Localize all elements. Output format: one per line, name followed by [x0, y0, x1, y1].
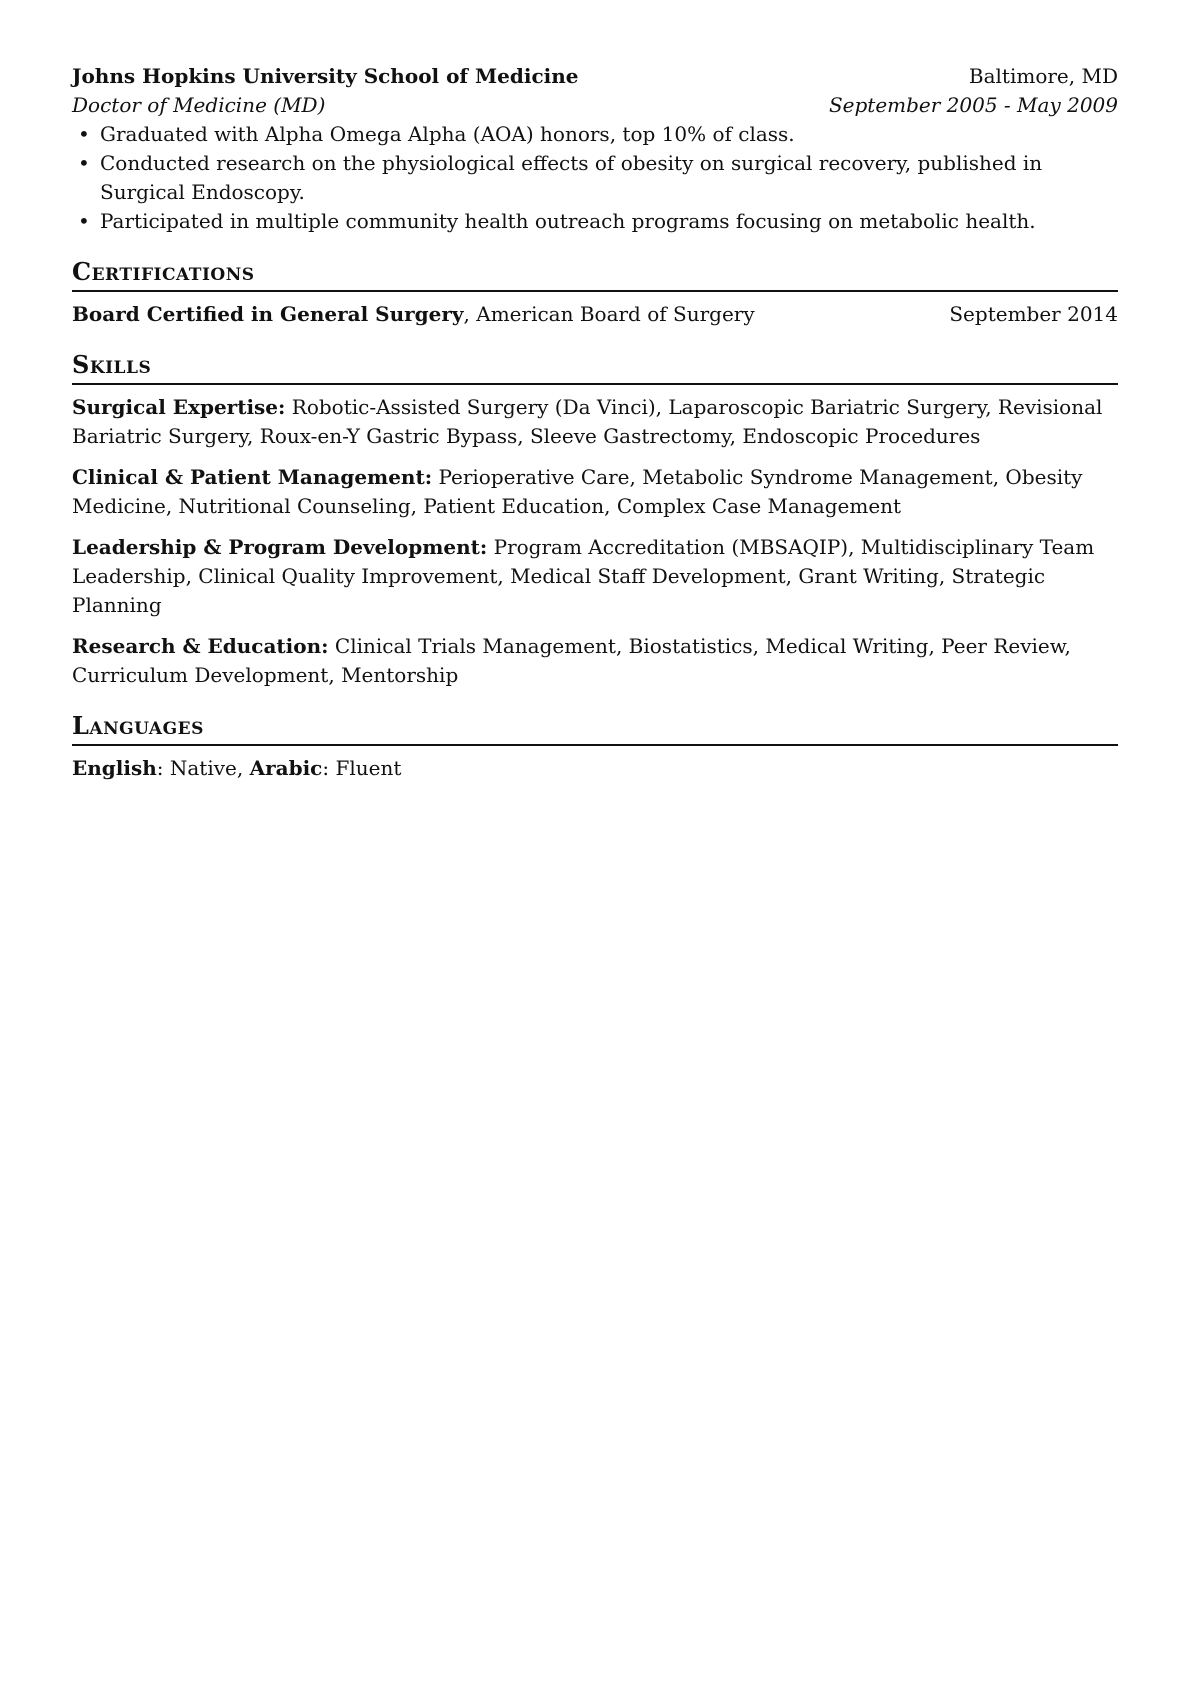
languages-section [72, 754, 1118, 783]
certification-text [72, 300, 755, 329]
skill-group-text: Program Accreditation (MBSAQIP), Multidisciplinary Team Leadership, Clinical Quality Improvement, Medical Staff Development, Grant Writing, Strategic Planning [72, 535, 1095, 617]
institution-location: Baltimore, MD [968, 64, 1118, 88]
certification-issuer: American Board of Surgery [476, 302, 755, 326]
certification-name: Board Certified in General Surgery [72, 302, 464, 326]
list-item: • Participated in multiple community health outreach programs focusing on metabolic health. [72, 207, 1118, 236]
languages-heading: Languages [72, 710, 1118, 746]
education-dates: September 2005 - May 2009 [828, 93, 1118, 117]
skill-group-label: Research & Education: [72, 634, 329, 658]
certifications-heading: Certifications [72, 256, 1118, 292]
skills-section [72, 393, 1118, 690]
degree-name: Doctor of Medicine (MD) [72, 93, 326, 117]
language-name: English [72, 756, 157, 780]
skill-group-clinical [72, 463, 1118, 521]
language-level: : Native, [156, 756, 250, 780]
certification-separator: , [463, 302, 477, 326]
skill-group-label: Surgical Expertise: [72, 395, 286, 419]
skill-group-surgical [72, 393, 1118, 451]
education-entry [72, 62, 1118, 236]
education-subheader-row [72, 91, 1118, 120]
institution-name: Johns Hopkins University School of Medicine [72, 64, 579, 88]
skill-group-text: Clinical Trials Management, Biostatistics, Medical Writing, Peer Review, Curriculum Development, Mentorship [72, 634, 1071, 687]
education-header-row [72, 62, 1118, 91]
skills-heading: Skills [72, 349, 1118, 385]
language-name: Arabic [249, 756, 323, 780]
language-level: : Fluent [322, 756, 402, 780]
list-item: • Graduated with Alpha Omega Alpha (AOA) honors, top 10% of class. [72, 120, 1118, 149]
list-item: • Conducted research on the physiological effects of obesity on surgical recovery, published in Surgical Endoscopy. [72, 149, 1118, 207]
resume-page [72, 62, 1118, 783]
skill-group-label: Leadership & Program Development: [72, 535, 488, 559]
skill-group-leadership [72, 533, 1118, 620]
certification-row [72, 300, 1118, 329]
skill-group-label: Clinical & Patient Management: [72, 465, 433, 489]
certification-date: September 2014 [949, 302, 1118, 326]
skill-group-text: Robotic-Assisted Surgery (Da Vinci), Laparoscopic Bariatric Surgery, Revisional Bariatric Surgery, Roux-en-Y Gastric Bypass, Sleeve Gastrectomy, Endoscopic Procedures [72, 395, 1103, 448]
skill-group-text: Perioperative Care, Metabolic Syndrome Management, Obesity Medicine, Nutritional Counseling, Patient Education, Complex Case Management [72, 465, 1083, 518]
certifications-section [72, 300, 1118, 329]
skill-group-research [72, 632, 1118, 690]
education-bullets [72, 120, 1118, 236]
